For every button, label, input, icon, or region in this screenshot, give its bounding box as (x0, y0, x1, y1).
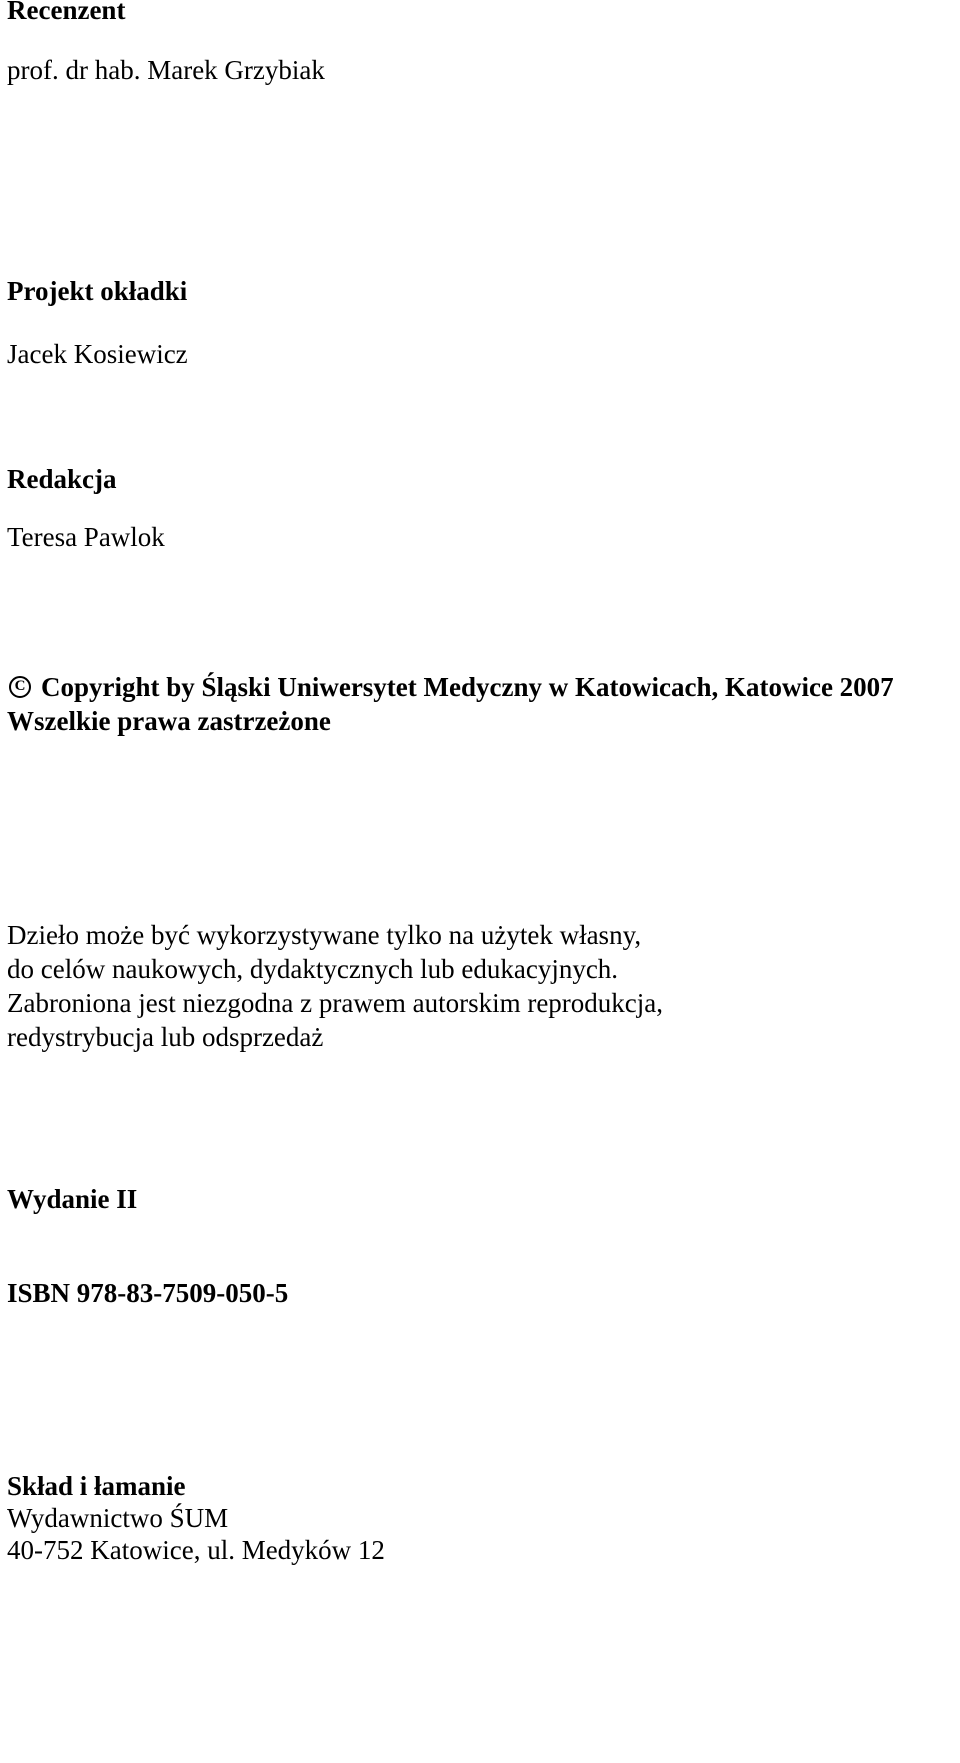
isbn-label: ISBN 978-83-7509-050-5 (7, 1278, 289, 1308)
copyright-icon: C (9, 676, 31, 698)
typesetting-heading: Skład i łamanie (7, 1471, 186, 1501)
usage-notice-line: do celów naukowych, dydaktycznych lub edukacyjnych. (7, 954, 619, 984)
usage-notice-line: redystrybucja lub odsprzedaż (7, 1022, 324, 1052)
rights-reserved: Wszelkie prawa zastrzeżone (7, 706, 331, 736)
publisher-name: Wydawnictwo ŚUM (7, 1503, 229, 1533)
publisher-address: 40-752 Katowice, ul. Medyków 12 (7, 1535, 385, 1565)
reviewer-heading: Recenzent (7, 0, 126, 25)
copyright-text: Copyright by Śląski Uniwersytet Medyczny w Katowicach, Katowice 2007 (41, 672, 894, 702)
cover-design-heading: Projekt okładki (7, 276, 188, 306)
editing-heading: Redakcja (7, 464, 117, 494)
editor-name: Teresa Pawlok (7, 522, 165, 552)
usage-notice-line: Dzieło może być wykorzystywane tylko na użytek własny, (7, 920, 642, 950)
reviewer-name: prof. dr hab. Marek Grzybiak (7, 55, 325, 85)
copyright-line (7, 671, 894, 703)
edition-label: Wydanie II (7, 1184, 138, 1214)
usage-notice-line: Zabroniona jest niezgodna z prawem autorskim reprodukcja, (7, 988, 664, 1018)
cover-designer-name: Jacek Kosiewicz (7, 339, 188, 369)
usage-notice (7, 918, 663, 1054)
